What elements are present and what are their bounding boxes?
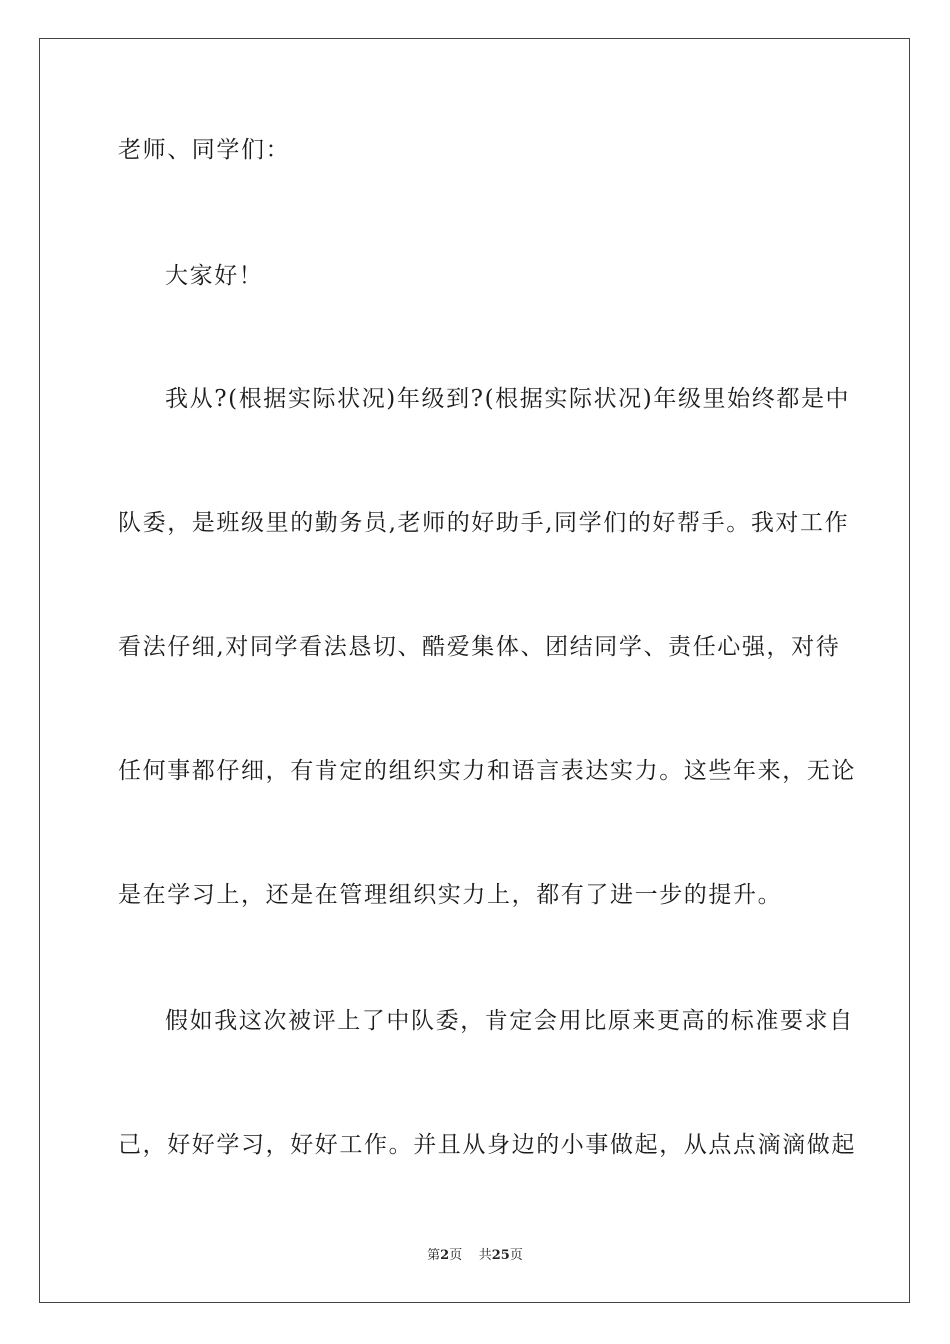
greeting-line: 大家好！ [165,263,264,289]
page-footer [0,1247,950,1265]
paragraph-1-line-3: 看法仔细,对同学看法恳切、酷爱集体、团结同学、责任心强，对待 [118,634,841,660]
total-prefix: 共 [478,1248,492,1263]
paragraph-1-line-5: 是在学习上，还是在管理组织实力上，都有了进一步的提升。 [118,882,783,908]
total-suffix: 页 [509,1248,523,1263]
paragraph-1-line-4: 任何事都仔细，有肯定的组织实力和语言表达实力。这些年来，无论 [118,758,856,784]
page-prefix: 第 [427,1248,441,1263]
paragraph-1-line-1: 我从?(根据实际状况)年级到?(根据实际状况)年级里始终都是中 [165,386,851,412]
paragraph-2-line-1: 假如我这次被评上了中队委，肯定会用比原来更高的标准要求自 [165,1008,854,1034]
page-suffix: 页 [449,1248,463,1263]
salutation-line: 老师、同学们： [118,137,291,163]
page-border [39,38,910,1303]
paragraph-1-line-2: 队委，是班级里的勤务员,老师的好助手,同学们的好帮手。我对工作 [118,510,850,536]
page-number: 2 [440,1248,450,1263]
paragraph-2-line-2: 己，好好学习，好好工作。并且从身边的小事做起，从点点滴滴做起 [118,1132,856,1158]
total-pages: 25 [491,1248,510,1263]
